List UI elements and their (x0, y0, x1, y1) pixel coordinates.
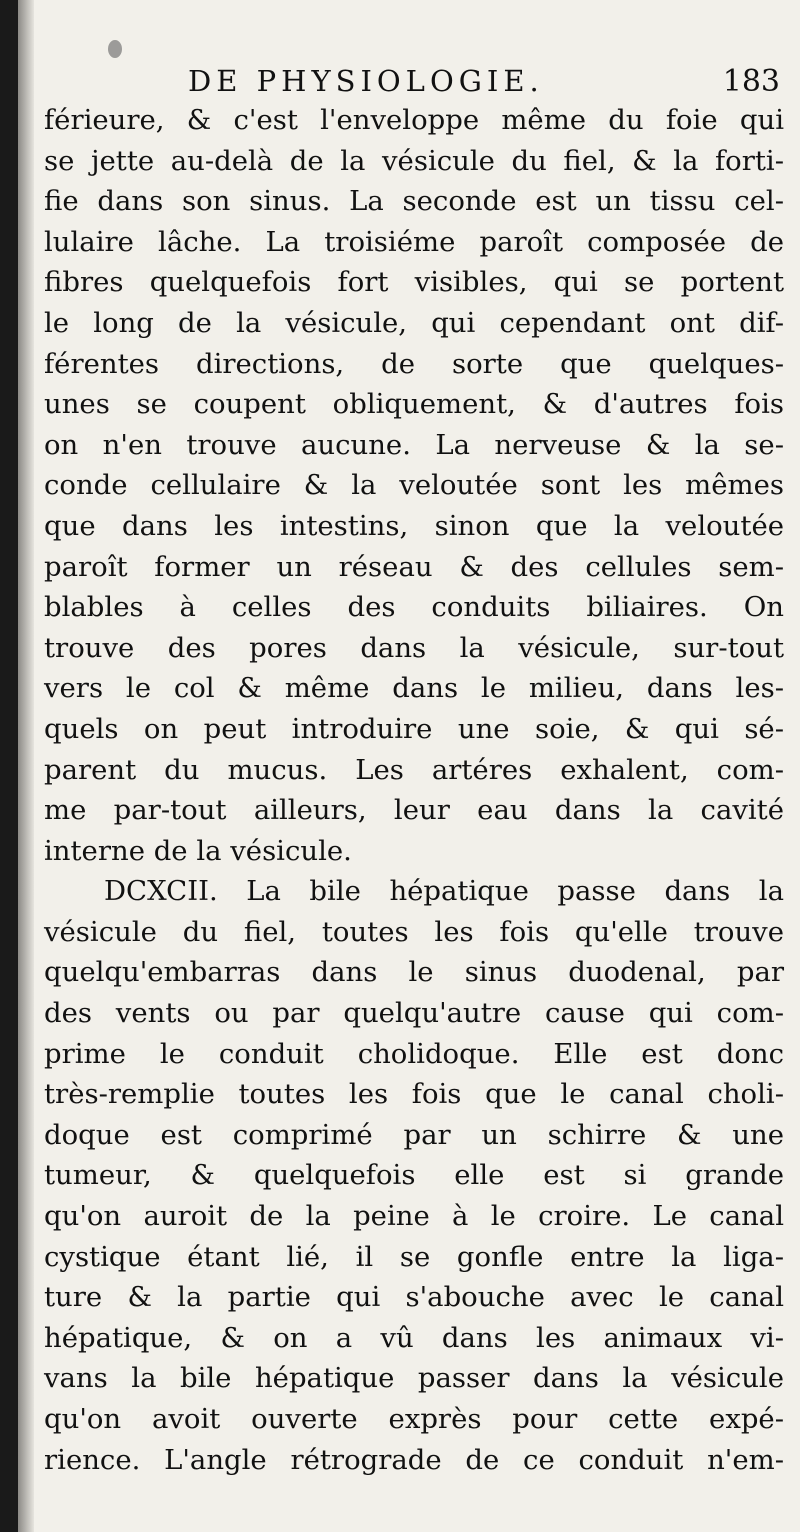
text-line: paroît former un réseau & des cellules sem- (44, 550, 784, 583)
text-line: qu'on avoit ouverte exprès pour cette expé- (44, 1403, 784, 1435)
text-line: se jette au-delà de la vésicule du fiel, & la forti- (44, 144, 784, 177)
text-line: prime le conduit cholidoque. Elle est donc (44, 1037, 784, 1070)
text-line: rience. L'angle rétrograde de ce conduit n'em- (44, 1443, 784, 1476)
page-number: 183 (722, 64, 780, 99)
text-line: très-remplie toutes les fois que le canal choli- (44, 1078, 784, 1111)
text-line: vans la bile hépatique passer dans la vésicule (44, 1362, 784, 1395)
text-line: hépatique, & on a vû dans les animaux vi- (44, 1321, 784, 1354)
text-line: quels on peut introduire une soie, & qui sé- (44, 712, 784, 745)
text-line: ture & la partie qui s'abouche avec le canal (44, 1281, 784, 1314)
text-line: fie dans son sinus. La seconde est un tissu cel- (44, 185, 784, 218)
text-line: férentes directions, de sorte que quelques- (44, 347, 784, 380)
text-line: unes se coupent obliquement, & d'autres fois (44, 388, 784, 421)
ink-smudge (108, 40, 122, 58)
text-line: quelqu'embarras dans le sinus duodenal, par (44, 956, 784, 989)
text-line: qu'on auroit de la peine à le croire. Le canal (44, 1200, 784, 1233)
text-line: férieure, & c'est l'enveloppe même du foie qui (44, 104, 784, 136)
text-line: trouve des pores dans la vésicule, sur-tout (44, 631, 784, 664)
text-line: vers le col & même dans le milieu, dans les- (44, 672, 784, 705)
text-line: lulaire lâche. La troisiéme paroît composée de (44, 225, 784, 258)
text-line: que dans les intestins, sinon que la veloutée (44, 509, 784, 542)
body-text (44, 100, 784, 1480)
text-line: parent du mucus. Les artéres exhalent, com- (44, 753, 784, 786)
text-line: tumeur, & quelquefois elle est si grande (44, 1159, 784, 1192)
text-line: vésicule du fiel, toutes les fois qu'elle trouve (44, 915, 784, 948)
text-line: me par-tout ailleurs, leur eau dans la cavité (44, 794, 784, 827)
text-line-paragraph-start: DCXCII. La bile hépatique passe dans la (104, 875, 784, 908)
text-line: on n'en trouve aucune. La nerveuse & la se- (44, 428, 784, 461)
page-gutter-shadow (18, 0, 34, 1532)
text-line-paragraph-end: interne de la vésicule. (44, 834, 352, 867)
text-line: fibres quelquefois fort visibles, qui se portent (44, 266, 784, 299)
text-line: blables à celles des conduits biliaires. On (44, 591, 784, 624)
text-line: conde cellulaire & la veloutée sont les mêmes (44, 469, 784, 502)
book-page (18, 0, 800, 1532)
text-line: cystique étant lié, il se gonfle entre la liga- (44, 1240, 784, 1273)
text-line: des vents ou par quelqu'autre cause qui com- (44, 997, 784, 1030)
text-line: le long de la vésicule, qui cependant ont dif- (44, 306, 784, 339)
text-line: doque est comprimé par un schirre & une (44, 1118, 784, 1151)
running-head-title: DE PHYSIOLOGIE. (188, 64, 544, 98)
